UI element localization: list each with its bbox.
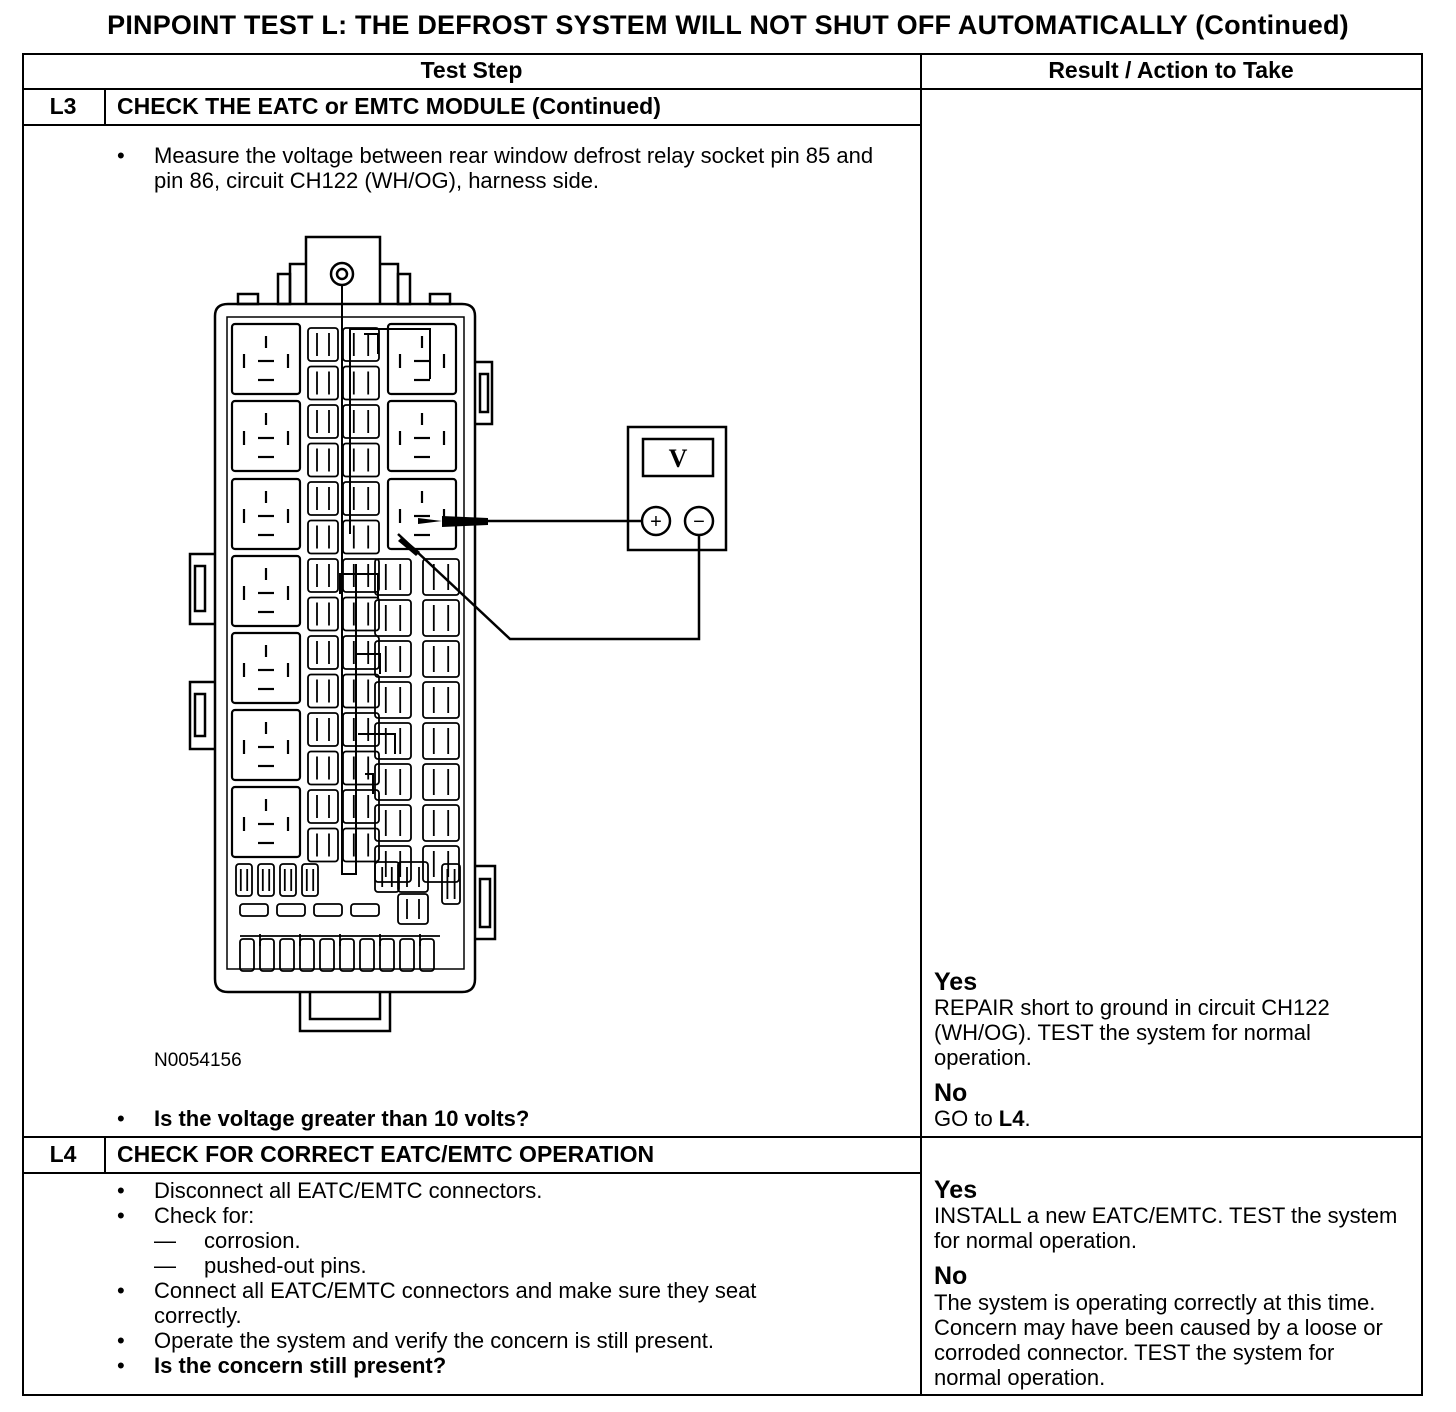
relay-socket xyxy=(232,633,300,703)
mini-fuse xyxy=(375,559,411,595)
mini-fuse xyxy=(343,521,379,554)
mini-fuse xyxy=(375,600,411,636)
terminal xyxy=(260,939,274,971)
mini-fuse xyxy=(423,764,459,800)
mini-fuse xyxy=(308,482,338,515)
mini-fuse xyxy=(423,723,459,759)
step-title-l3: CHECK THE EATC or EMTC MODULE (Continued) xyxy=(117,93,661,119)
mini-fuse xyxy=(308,559,338,592)
mini-fuse xyxy=(343,713,379,746)
mini-fuse xyxy=(375,682,411,718)
mini-fuse xyxy=(308,752,338,785)
mini-fuse xyxy=(308,367,338,400)
mini-fuse xyxy=(308,328,338,361)
mini-fuse xyxy=(375,805,411,841)
relay-socket xyxy=(232,479,300,549)
relay-socket xyxy=(388,324,456,394)
mini-fuse xyxy=(423,559,459,595)
terminal xyxy=(400,939,414,971)
relay-socket xyxy=(232,787,300,857)
mini-fuse xyxy=(308,829,338,862)
mini-fuse xyxy=(258,864,274,896)
mini-fuse xyxy=(343,482,379,515)
mini-fuse xyxy=(375,764,411,800)
l4-item: correctly. xyxy=(154,1303,242,1328)
relay-socket xyxy=(232,324,300,394)
header-divider xyxy=(22,88,1423,90)
figure-id: N0054156 xyxy=(154,1050,242,1071)
fuse-clip xyxy=(351,904,379,916)
l4-yes-text: INSTALL a new EATC/EMTC. TEST the system for normal operation. xyxy=(934,1203,1398,1253)
column-divider xyxy=(920,53,922,1396)
relay-socket xyxy=(232,401,300,471)
fuse-clip xyxy=(240,904,268,916)
l3-no-text: GO to L4. xyxy=(934,1106,1031,1131)
col-header-test-step: Test Step xyxy=(420,57,523,83)
voltmeter-symbol: V xyxy=(668,444,688,473)
relay-socket xyxy=(232,710,300,780)
mini-fuse xyxy=(343,328,379,361)
plus-terminal: + xyxy=(650,511,662,533)
mini-fuse xyxy=(423,600,459,636)
l3-title-divider xyxy=(22,124,921,126)
col-header-result: Result / Action to Take xyxy=(1048,57,1294,83)
terminal xyxy=(300,939,314,971)
terminal xyxy=(380,939,394,971)
step-divider xyxy=(22,1136,1423,1138)
terminal xyxy=(360,939,374,971)
step-id-l3: L3 xyxy=(49,93,77,119)
bullet: • xyxy=(117,143,125,168)
mini-fuse xyxy=(442,864,460,904)
terminal xyxy=(240,939,254,971)
bullet: • xyxy=(117,1353,125,1378)
mini-fuse xyxy=(308,444,338,477)
l4-item: Is the concern still present? xyxy=(154,1353,447,1378)
dash: — xyxy=(154,1253,176,1278)
terminal xyxy=(420,939,434,971)
mini-fuse xyxy=(343,444,379,477)
l4-item: pushed-out pins. xyxy=(204,1253,367,1278)
fuse-clip xyxy=(277,904,305,916)
mini-fuse xyxy=(343,405,379,438)
step-id-l4: L4 xyxy=(49,1141,77,1167)
mini-fuse xyxy=(343,636,379,669)
mini-fuse xyxy=(423,805,459,841)
step-title-l4: CHECK FOR CORRECT EATC/EMTC OPERATION xyxy=(117,1141,655,1167)
bullet: • xyxy=(117,1278,125,1303)
mini-fuse xyxy=(236,864,252,896)
mini-fuse xyxy=(343,367,379,400)
l4-item: Operate the system and verify the concern is still present. xyxy=(154,1328,715,1353)
l3-yes-text: REPAIR short to ground in circuit CH122 (WH/OG). TEST the system for normal operation. xyxy=(934,995,1330,1070)
relay-socket xyxy=(388,479,456,549)
l3-question: Is the voltage greater than 10 volts? xyxy=(154,1106,530,1131)
mini-fuse xyxy=(308,405,338,438)
mini-fuse xyxy=(343,829,379,862)
relay-socket xyxy=(232,556,300,626)
l3-no-label: No xyxy=(934,1079,968,1107)
bullet: • xyxy=(117,1203,125,1228)
l4-title-divider xyxy=(22,1172,921,1174)
mini-fuse xyxy=(280,864,296,896)
terminal xyxy=(280,939,294,971)
bullet: • xyxy=(117,1178,125,1203)
l4-item: Connect all EATC/EMTC connectors and make sure they seat xyxy=(154,1278,757,1303)
mini-fuse xyxy=(302,864,318,896)
mini-fuse xyxy=(398,894,428,924)
l4-yes-label: Yes xyxy=(934,1176,978,1204)
mini-fuse xyxy=(423,641,459,677)
bullet: • xyxy=(117,1106,125,1131)
l4-id-divider xyxy=(104,1136,106,1173)
mini-fuse xyxy=(375,723,411,759)
fuse-clip xyxy=(314,904,342,916)
l4-link[interactable]: L4 xyxy=(998,1106,1025,1131)
l3-yes-label: Yes xyxy=(934,968,978,996)
l4-no-label: No xyxy=(934,1262,968,1290)
l4-item: corrosion. xyxy=(204,1228,301,1253)
l4-item: Check for: xyxy=(154,1203,255,1228)
mini-fuse xyxy=(308,675,338,708)
mini-fuse xyxy=(308,713,338,746)
mini-fuse xyxy=(343,559,379,592)
fuse-box-diagram xyxy=(180,234,740,1039)
l4-no-text: The system is operating correctly at this time. Concern may have been caused by a loose or corroded connector. TEST the system for normal operation. xyxy=(934,1290,1383,1390)
mini-fuse xyxy=(308,790,338,823)
l4-item: Disconnect all EATC/EMTC connectors. xyxy=(154,1178,543,1203)
mini-fuse xyxy=(343,598,379,631)
mini-fuse xyxy=(308,598,338,631)
l3-instruction: Measure the voltage between rear window defrost relay socket pin 85 and pin 86, circuit CH122 (WH/OG), harness side. xyxy=(154,143,874,193)
page-title: PINPOINT TEST L: THE DEFROST SYSTEM WILL NOT SHUT OFF AUTOMATICALLY (Continued) xyxy=(107,10,1349,40)
l3-id-divider xyxy=(104,88,106,125)
mini-fuse xyxy=(308,521,338,554)
mini-fuse xyxy=(308,636,338,669)
mini-fuse xyxy=(375,862,399,892)
dash: — xyxy=(154,1228,176,1253)
bullet: • xyxy=(117,1328,125,1353)
mini-fuse xyxy=(423,682,459,718)
mini-fuse xyxy=(343,675,379,708)
mini-fuse xyxy=(343,790,379,823)
minus-terminal: − xyxy=(693,511,705,533)
mini-fuse xyxy=(375,846,411,882)
relay-socket xyxy=(388,401,456,471)
terminal xyxy=(340,939,354,971)
terminal xyxy=(320,939,334,971)
